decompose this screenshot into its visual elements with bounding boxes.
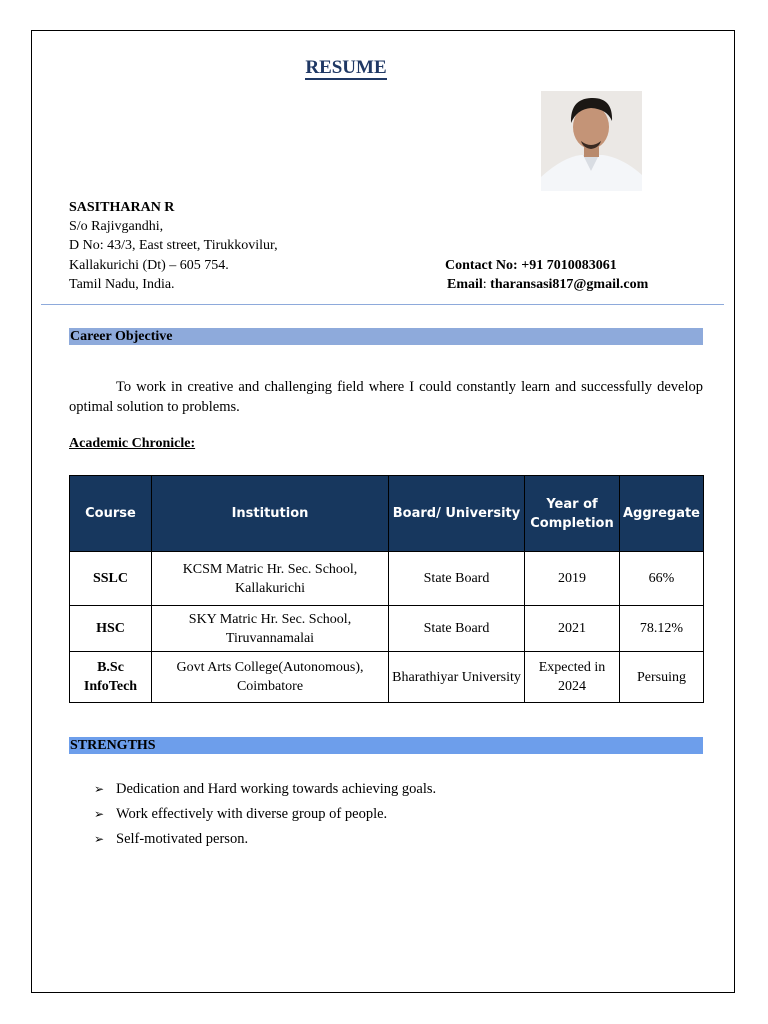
table-row [70, 606, 704, 652]
address-line-4: Tamil Nadu, India. [69, 277, 175, 292]
table-cell: Bharathiyar University [389, 652, 525, 703]
contact-email: Email: tharansasi817@gmail.com [447, 277, 649, 292]
column-header: Institution [152, 476, 389, 552]
career-objective-text: To work in creative and challenging field where I could constantly learn and successfully develop optimal solution to problems. [69, 379, 703, 415]
contact-phone-label: Contact No: [445, 258, 518, 273]
table-cell: Persuing [620, 652, 704, 703]
column-header: Year of Completion [525, 476, 620, 552]
academic-table [69, 475, 704, 703]
table-cell: SKY Matric Hr. Sec. School, Tiruvannamalai [152, 606, 389, 652]
address-line-2: D No: 43/3, East street, Tirukkovilur, [69, 238, 278, 253]
table-cell: 2019 [525, 552, 620, 606]
address-line-3: Kallakurichi (Dt) – 605 754. [69, 258, 229, 273]
strengths-list [94, 780, 436, 855]
header-divider [41, 304, 724, 305]
list-item: ➢ Work effectively with diverse group of people. [94, 806, 388, 822]
column-header: Course [70, 476, 152, 552]
profile-photo [541, 91, 642, 191]
arrowhead-bullet-icon: ➢ [94, 832, 105, 846]
column-header: Aggregate [620, 476, 704, 552]
contact-email-label: Email [447, 277, 483, 292]
table-row [70, 652, 704, 703]
table-header-row [70, 476, 704, 552]
contact-phone-value: +91 7010083061 [521, 258, 617, 273]
table-cell: 66% [620, 552, 704, 606]
table-cell: State Board [389, 606, 525, 652]
table-row [70, 552, 704, 606]
table-cell: Expected in 2024 [525, 652, 620, 703]
table-cell: B.Sc InfoTech [70, 652, 152, 703]
strengths-heading: STRENGTHS [69, 737, 703, 754]
list-item: ➢ Dedication and Hard working towards achieving goals. [94, 781, 437, 797]
table-cell: State Board [389, 552, 525, 606]
table-cell: Govt Arts College(Autonomous), Coimbatore [152, 652, 389, 703]
table-cell: 2021 [525, 606, 620, 652]
arrowhead-bullet-icon: ➢ [94, 782, 105, 796]
table-cell: KCSM Matric Hr. Sec. School, Kallakurichi [152, 552, 389, 606]
table-cell: 78.12% [620, 606, 704, 652]
table-cell: SSLC [70, 552, 152, 606]
contact-phone [445, 256, 617, 275]
column-header: Board/ University [389, 476, 525, 552]
address-line-1: S/o Rajivgandhi, [69, 219, 164, 234]
candidate-name: SASITHARAN R [69, 200, 175, 215]
career-objective-heading: Career Objective [69, 328, 703, 345]
academic-chronicle-heading: Academic Chronicle: [69, 436, 196, 451]
list-item: ➢ Self-motivated person. [94, 831, 249, 847]
resume-title: RESUME [305, 57, 387, 78]
table-cell: HSC [70, 606, 152, 652]
arrowhead-bullet-icon: ➢ [94, 807, 105, 821]
contact-email-value[interactable]: tharansasi817@gmail.com [490, 277, 649, 292]
